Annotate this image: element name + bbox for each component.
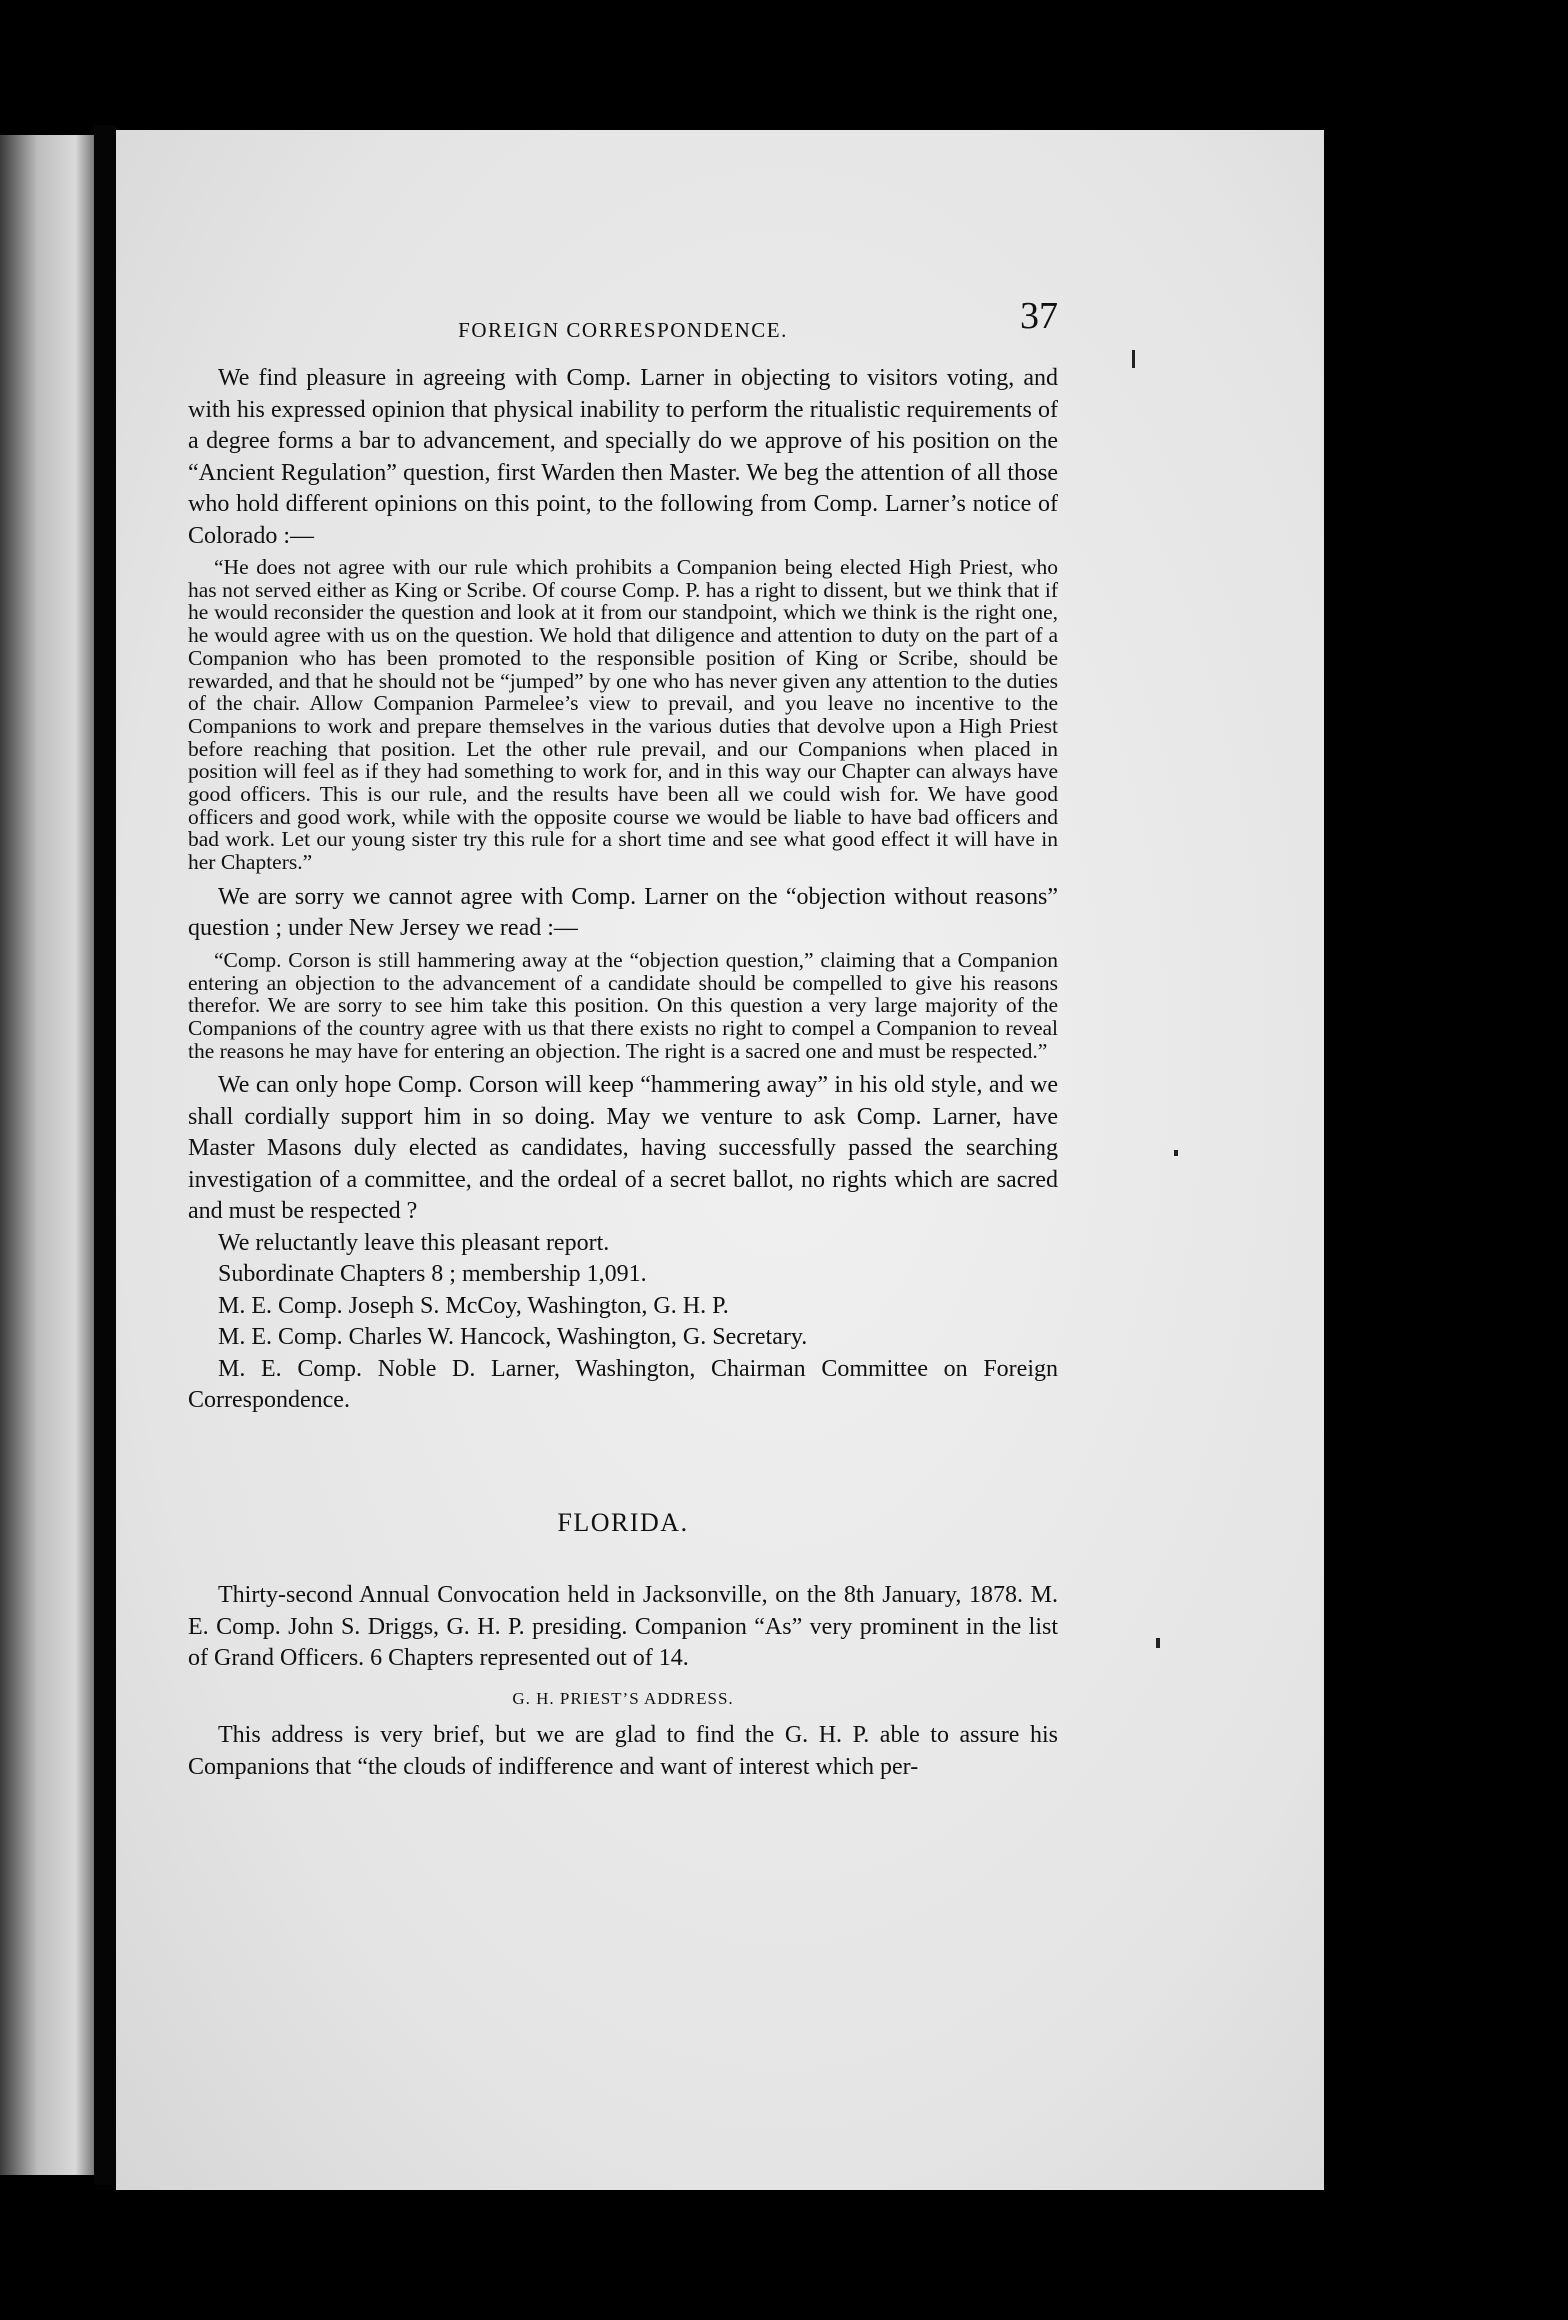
- quote-colorado: “He does not agree with our rule which prohibits a Companion being elected High Priest, who has not served either as King or Scribe. Of course Comp. P. has a right to dissent, but we think that if he would reconsider the question and look at it from our standpoint, which we think is the right one, he would agree with us on the question. We hold that diligence and attention to duty on the part of a Companion who has been promoted to the responsible position of King or Scribe, should be rewarded, and that he should not be “jumped” by one who has never given any attention to the duties of the chair. Allow Companion Parmelee’s view to prevail, and you leave no incentive to the Companions to work and prepare themselves in the various duties that devolve upon a High Priest before reaching that position. Let the other rule prevail, and our Companions when placed in position will feel as if they had something to work for, and in this way our Chapter can always have good officers. This is our rule, and the results have been all we could wish for. We have good officers and good work, while with the opposite course we would be liable to have bad officers and bad work. Let our young sister try this rule for a short time and see what good effect it will have in her Chapters.”: [188, 555, 1058, 875]
- paragraph-florida-convocation: Thirty-second Annual Convocation held in Jacksonville, on the 8th January, 1878. M. E. Comp. John S. Driggs, G. H. P. presiding. Companion “As” very prominent in the list of Grand Officers. 6 Chapters represented out of 14.: [188, 1582, 1058, 1672]
- scan-speck: [1174, 1150, 1178, 1156]
- paragraph-hammering-away: We can only hope Comp. Corson will keep “hammering away” in his old style, and we shall cordially support him in so doing. May we venture to ask Comp. Larner, have Master Masons duly elected as candidates, having successfully passed the searching investigation of a committee, and the ordeal of a secret ballot, no rights which are sacred and must be respected ?: [188, 1072, 1058, 1225]
- page-number: 37: [1020, 295, 1058, 337]
- book-page: [116, 130, 1324, 2190]
- page-text: [188, 295, 1058, 1783]
- page-header: [188, 295, 1058, 351]
- paragraph-address: This address is very brief, but we are glad to find the G. H. P. able to assure his Companions that “the clouds of indifference and want of interest which per-: [188, 1722, 1058, 1780]
- running-head: FOREIGN CORRESPONDENCE.: [458, 318, 788, 342]
- officer-gh-priest: M. E. Comp. Joseph S. McCoy, Washington, G. H. P.: [218, 1292, 729, 1319]
- officer-secretary: M. E. Comp. Charles W. Hancock, Washington, G. Secretary.: [218, 1324, 808, 1351]
- scan-speck: [1156, 1638, 1160, 1648]
- paragraph-larner-agreement: We find pleasure in agreeing with Comp. Larner in objecting to visitors voting, and with his expressed opinion that physical inability to perform the ritualistic requirements of a degree forms a bar to advancement, and specially do we approve of his position on the “Ancient Regulation” question, first Warden then Master. We beg the attention of all those who hold different opinions on this point, to the following from Comp. Larner’s notice of Colorado :—: [188, 365, 1058, 549]
- officer-correspondence: M. E. Comp. Noble D. Larner, Washington, Chairman Committee on Foreign Correspondence.: [188, 1355, 1058, 1414]
- book-gutter: [94, 125, 116, 2185]
- paragraph-statistics: Subordinate Chapters 8 ; membership 1,091.: [218, 1261, 647, 1288]
- quote-new-jersey: “Comp. Corson is still hammering away at the “objection question,” claiming that a Companion entering an objection to the advancement of a candidate should be compelled to give his reasons therefor. We are sorry to see him take this position. On this question a very large majority of the Companions of the country agree with us that there exists no right to compel a Companion to reveal the reasons he may have for entering an objection. The right is a sacred one and must be respected.”: [188, 947, 1058, 1063]
- paragraph-objection: We are sorry we cannot agree with Comp. Larner on the “objection without reasons” question ; under New Jersey we read :—: [188, 883, 1058, 942]
- facing-page-edge: [0, 135, 94, 2175]
- scan-speck: [1132, 350, 1135, 368]
- section-title-florida: FLORIDA.: [557, 1507, 689, 1537]
- subheading-priests-address: G. H. PRIEST’S ADDRESS.: [512, 1688, 734, 1708]
- paragraph-leave-report: We reluctantly leave this pleasant report.: [218, 1229, 610, 1256]
